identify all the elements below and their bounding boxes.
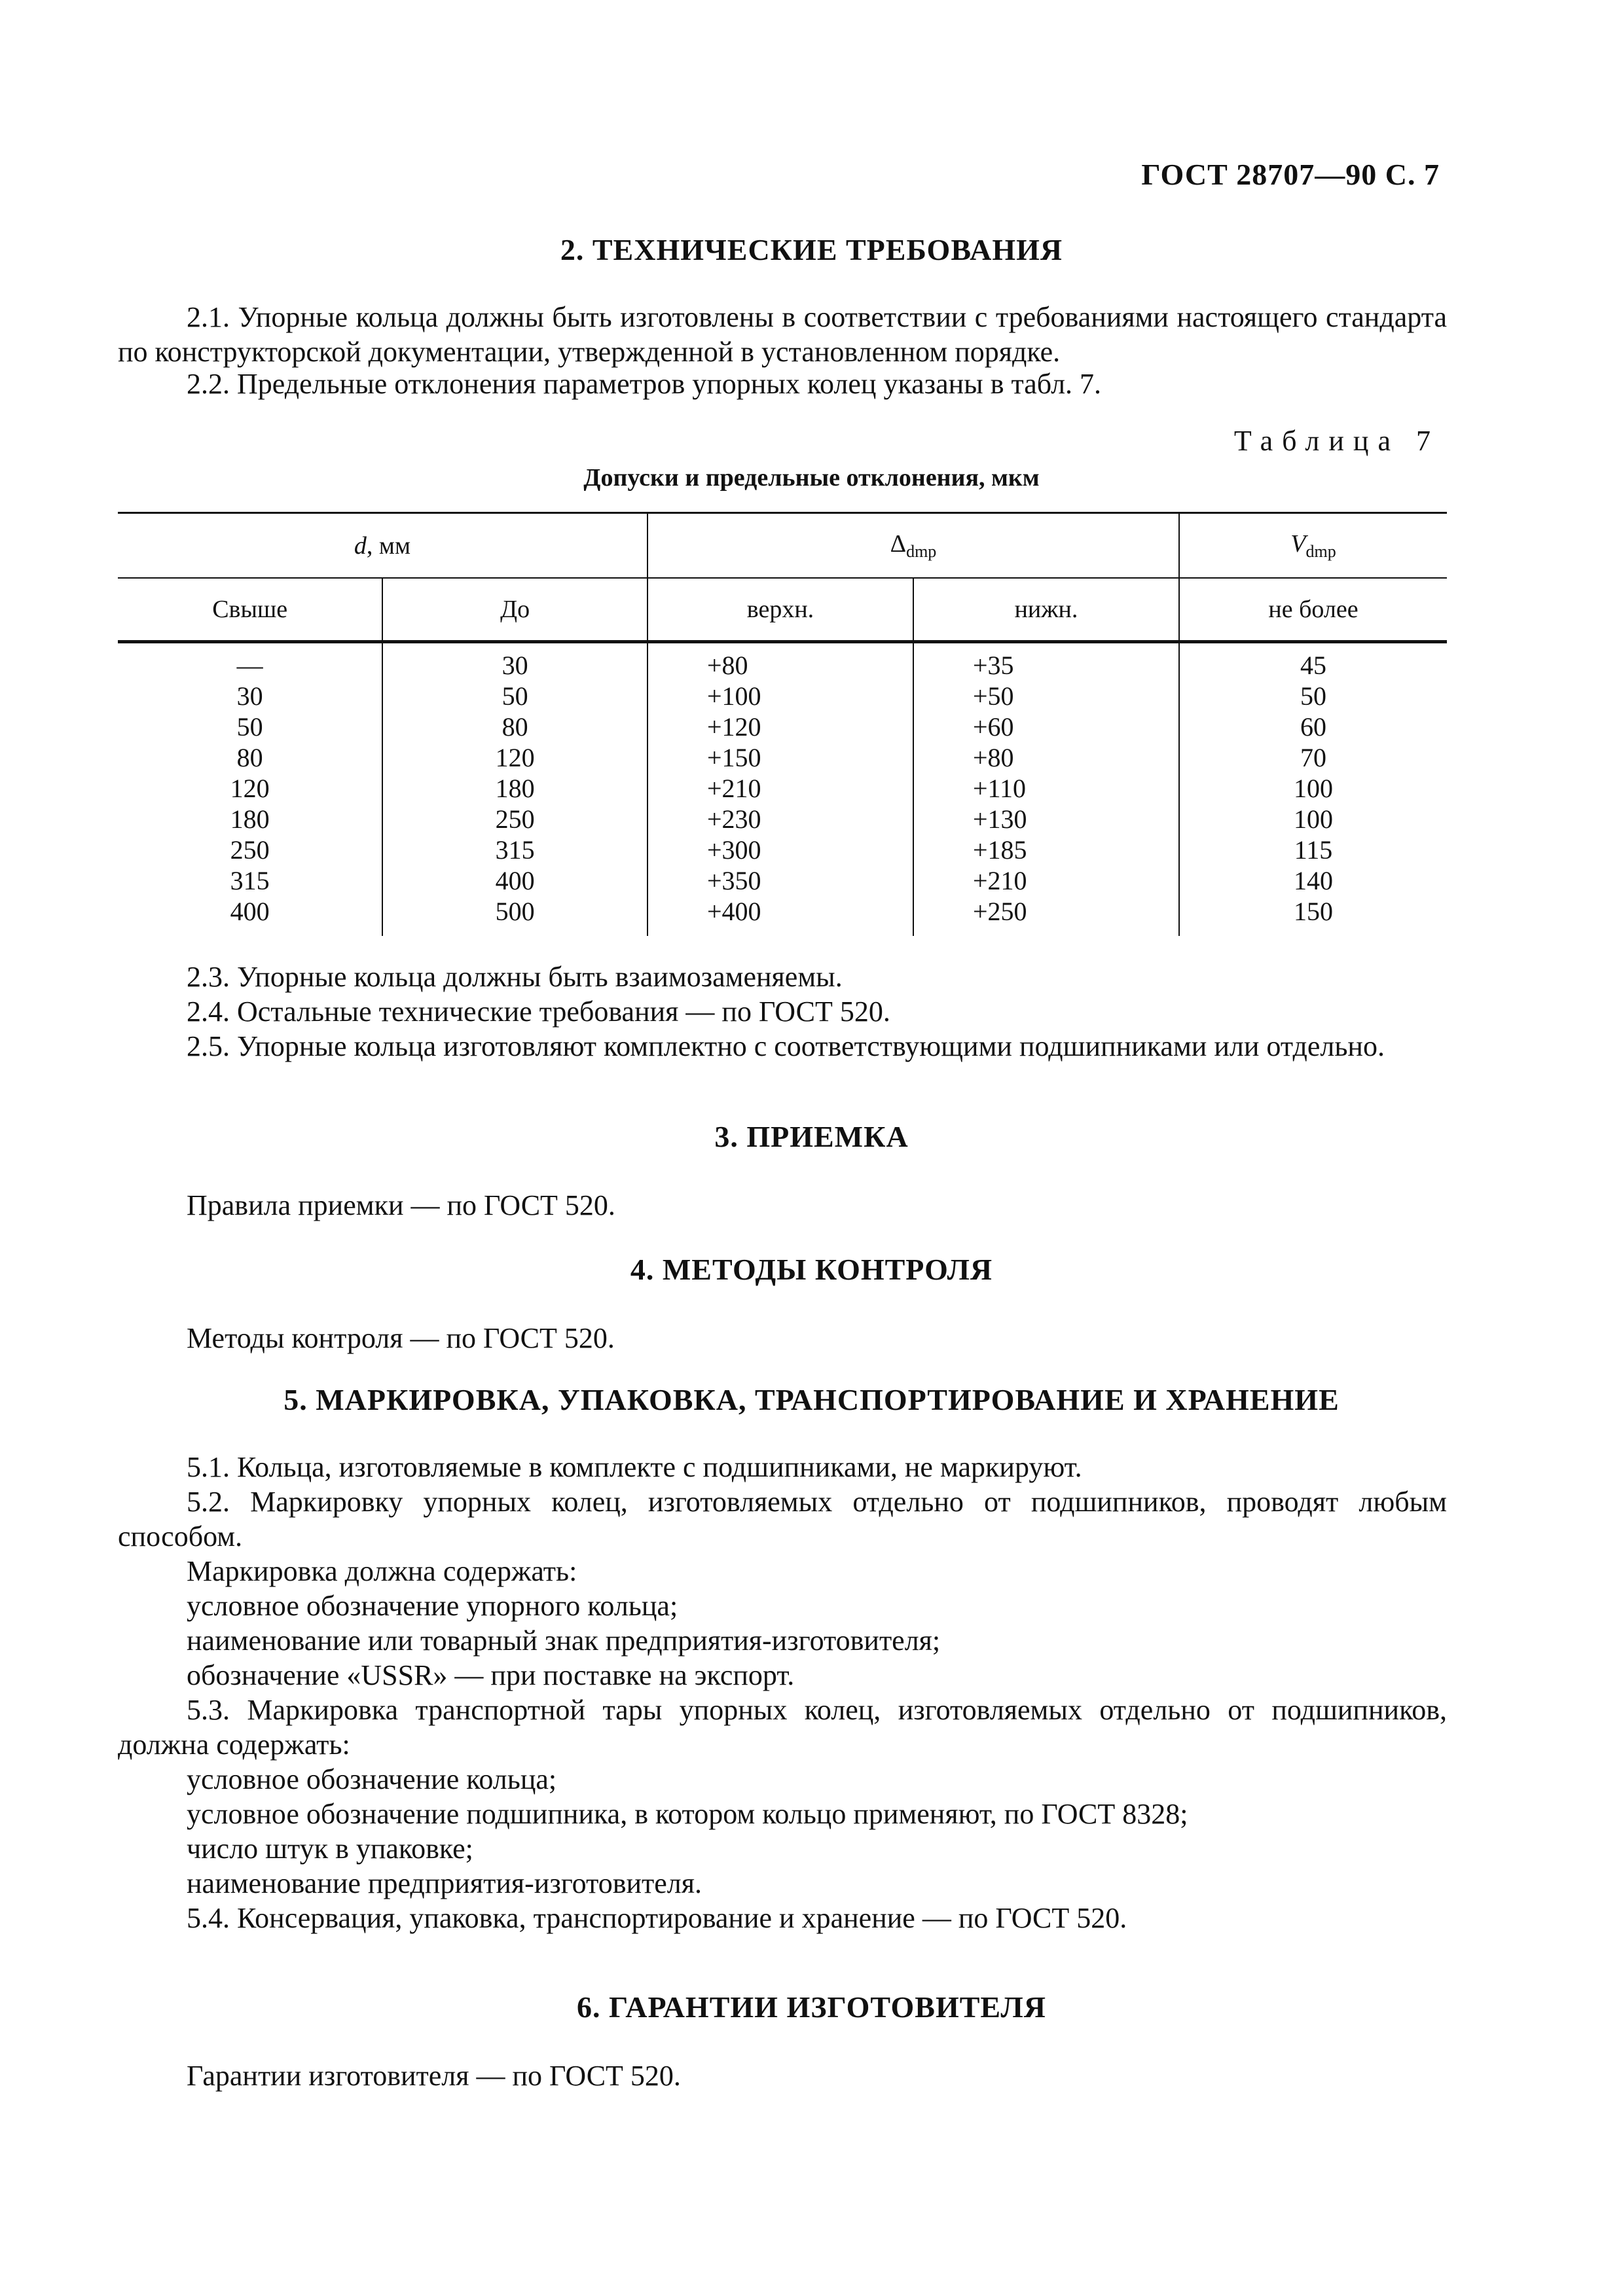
cell-lower: +50 (913, 681, 1179, 711)
paragraph-5-3: 5.3. Маркировка транспортной тары упорных колец, изготовляемых отдельно от подшипников, должна содержать: (118, 1694, 1447, 1761)
header-diameter: d, мм (118, 513, 647, 579)
cell-upper: +80 (647, 642, 913, 681)
cell-upper: +350 (647, 865, 913, 896)
cell-lower: +250 (913, 896, 1179, 936)
section-3-text: Правила приемки — по ГОСТ 520. (187, 1189, 615, 1221)
table-caption: Допуски и предельные отклонения, мкм (583, 464, 1040, 492)
cell-to: 400 (382, 865, 647, 896)
cell-over: 120 (230, 774, 270, 803)
cell-max: 150 (1179, 896, 1447, 936)
table-row (118, 711, 1447, 742)
cell-max: 70 (1179, 742, 1447, 773)
cell-max: 60 (1179, 711, 1447, 742)
cell-to: 50 (382, 681, 647, 711)
cell-over: 30 (236, 681, 263, 711)
paragraph-5-1: 5.1. Кольца, изготовляемые в комплекте с подшипниками, не маркируют. (187, 1451, 1082, 1483)
cell-over: 50 (236, 712, 263, 742)
header-to: До (382, 578, 647, 642)
cell-lower: +35 (913, 642, 1179, 681)
table-row (118, 804, 1447, 834)
cell-upper: +230 (647, 804, 913, 834)
page-header: ГОСТ 28707—90 С. 7 (1141, 158, 1440, 191)
cell-lower: +60 (913, 711, 1179, 742)
paragraph-5-2: 5.2. Маркировку упорных колец, изготовляемых отдельно от подшипников, проводят любым способом. (118, 1486, 1447, 1552)
cell-upper: +300 (647, 834, 913, 865)
cell-to: 80 (382, 711, 647, 742)
table-row (118, 742, 1447, 773)
header-upper: верхн. (647, 578, 913, 642)
paragraph-2-4: 2.4. Остальные технические требования — по ГОСТ 520. (187, 996, 890, 1028)
header-over: Свыше (118, 578, 382, 642)
cell-to: 30 (382, 642, 647, 681)
paragraph-2-3: 2.3. Упорные кольца должны быть взаимозаменяемы. (187, 961, 843, 993)
section-3-title: 3. ПРИЕМКА (714, 1120, 909, 1153)
cell-to: 500 (382, 896, 647, 936)
paragraph-2-1: 2.1. Упорные кольца должны быть изготовлены в соответствии с требованиями настоящего стандарта по конструкторской документации, утвержденной в установленном порядке. (118, 301, 1447, 368)
cell-lower: +130 (913, 804, 1179, 834)
section-4-text: Методы контроля — по ГОСТ 520. (187, 1322, 615, 1354)
tolerance-table (118, 512, 1447, 936)
list-line-8: наименование предприятия-изготовителя. (187, 1867, 702, 1899)
cell-over: 400 (230, 897, 270, 926)
cell-over: 180 (230, 804, 270, 834)
cell-upper: +210 (647, 773, 913, 804)
cell-max: 100 (1179, 773, 1447, 804)
cell-upper: +400 (647, 896, 913, 936)
header-lower: нижн. (913, 578, 1179, 642)
cell-lower: +110 (913, 773, 1179, 804)
cell-max: 140 (1179, 865, 1447, 896)
cell-over: 250 (230, 835, 270, 865)
cell-max: 115 (1179, 834, 1447, 865)
table-row (118, 773, 1447, 804)
table-row (118, 642, 1447, 681)
cell-lower: +80 (913, 742, 1179, 773)
cell-lower: +185 (913, 834, 1179, 865)
list-line-2: условное обозначение упорного кольца; (187, 1590, 678, 1622)
cell-lower: +210 (913, 865, 1179, 896)
cell-to: 315 (382, 834, 647, 865)
list-line-5: условное обозначение кольца; (187, 1763, 557, 1795)
list-line-1: Маркировка должна содержать: (187, 1555, 577, 1587)
cell-max: 45 (1179, 642, 1447, 681)
cell-over: 315 (230, 866, 270, 895)
cell-over: 80 (236, 743, 263, 772)
cell-to: 120 (382, 742, 647, 773)
table-row (118, 834, 1447, 865)
section-6-title: 6. ГАРАНТИИ ИЗГОТОВИТЕЛЯ (577, 1990, 1046, 2024)
header-delta-dmp: $\Delta_{dmp}$ (647, 513, 1179, 579)
header-max: не более (1179, 578, 1447, 642)
cell-to: 180 (382, 773, 647, 804)
cell-max: 50 (1179, 681, 1447, 711)
section-6-text: Гарантии изготовителя — по ГОСТ 520. (187, 2060, 681, 2092)
table-body (118, 642, 1447, 937)
header-v-dmp: $V_{dmp}$ (1179, 513, 1447, 579)
paragraph-2-5: 2.5. Упорные кольца изготовляют комплектно с соответствующими подшипниками или отдельно. (187, 1030, 1385, 1062)
list-line-7: число штук в упаковке; (187, 1833, 473, 1865)
cell-upper: +100 (647, 681, 913, 711)
table-label: Таблица 7 (1233, 425, 1440, 457)
table-row (118, 896, 1447, 936)
cell-upper: +150 (647, 742, 913, 773)
list-line-4: обозначение «USSR» — при поставке на экспорт. (187, 1659, 795, 1691)
section-4-title: 4. МЕТОДЫ КОНТРОЛЯ (630, 1253, 993, 1286)
cell-max: 100 (1179, 804, 1447, 834)
cell-to: 250 (382, 804, 647, 834)
table-row (118, 865, 1447, 896)
list-line-6: условное обозначение подшипника, в котором кольцо применяют, по ГОСТ 8328; (187, 1798, 1188, 1830)
paragraph-5-4: 5.4. Консервация, упаковка, транспортирование и хранение — по ГОСТ 520. (187, 1902, 1127, 1934)
table-row (118, 681, 1447, 711)
list-line-3: наименование или товарный знак предприятия-изготовителя; (187, 1624, 941, 1657)
section-5-title: 5. МАРКИРОВКА, УПАКОВКА, ТРАНСПОРТИРОВАНИЕ И ХРАНЕНИЕ (283, 1383, 1340, 1416)
cell-over: — (236, 651, 263, 680)
cell-upper: +120 (647, 711, 913, 742)
paragraph-2-2: 2.2. Предельные отклонения параметров упорных колец указаны в табл. 7. (187, 368, 1102, 400)
section-2-title: 2. ТЕХНИЧЕСКИЕ ТРЕБОВАНИЯ (560, 233, 1063, 266)
